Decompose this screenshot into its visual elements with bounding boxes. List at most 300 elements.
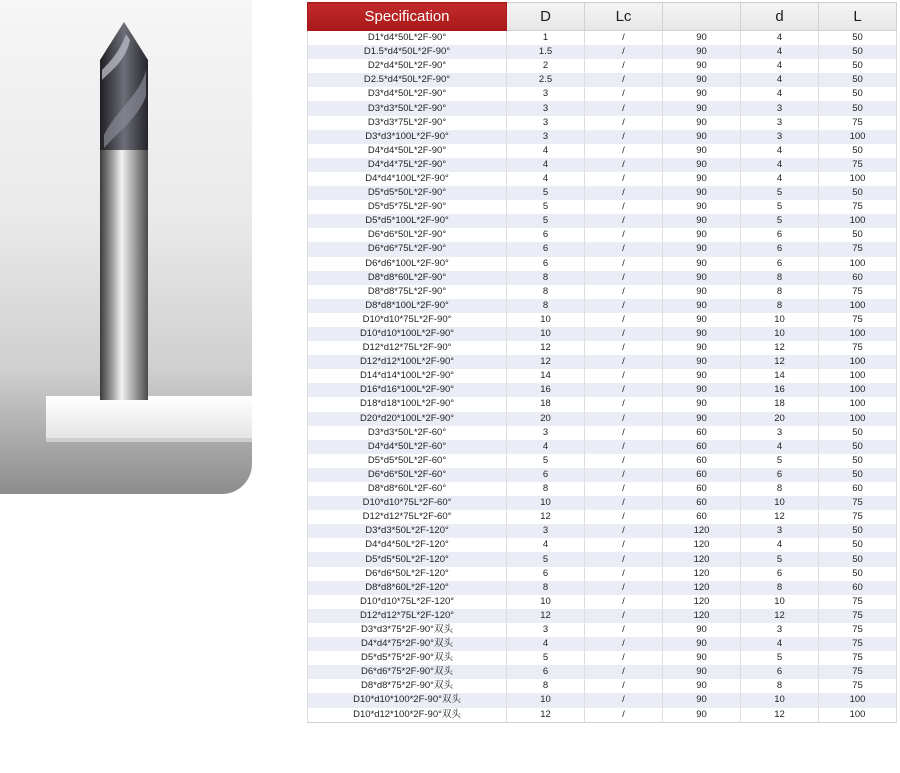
- cell-length: 75: [819, 285, 897, 299]
- cell-length: 75: [819, 679, 897, 693]
- cell-specification: D16*d16*100L*2F-90°: [308, 383, 507, 397]
- cell-angle: 90: [663, 214, 741, 228]
- cell-d: 8: [507, 679, 585, 693]
- cell-length: 100: [819, 172, 897, 186]
- cell-angle: 120: [663, 581, 741, 595]
- cell-lc: /: [585, 538, 663, 552]
- cell-d: 5: [507, 186, 585, 200]
- cell-specification: D4*d4*50L*2F-120°: [308, 538, 507, 552]
- cell-angle: 60: [663, 510, 741, 524]
- cell-shank-d: 16: [741, 383, 819, 397]
- cell-angle: 90: [663, 200, 741, 214]
- cell-shank-d: 5: [741, 651, 819, 665]
- cell-d: 3: [507, 101, 585, 115]
- cell-length: 50: [819, 73, 897, 87]
- cell-specification: D3*d3*75L*2F-90°: [308, 116, 507, 130]
- cell-d: 12: [507, 510, 585, 524]
- cell-d: 14: [507, 369, 585, 383]
- cell-lc: /: [585, 341, 663, 355]
- table-row: [308, 130, 897, 144]
- cell-lc: /: [585, 665, 663, 679]
- table-row: [308, 510, 897, 524]
- cell-lc: /: [585, 496, 663, 510]
- table-row: [308, 59, 897, 73]
- cell-specification: D4*d4*75L*2F-90°: [308, 158, 507, 172]
- cell-angle: 90: [663, 228, 741, 242]
- cell-d: 8: [507, 581, 585, 595]
- cell-angle: 90: [663, 31, 741, 46]
- cell-shank-d: 14: [741, 369, 819, 383]
- cell-specification: D3*d3*50L*2F-60°: [308, 426, 507, 440]
- cell-length: 50: [819, 468, 897, 482]
- cell-d: 3: [507, 116, 585, 130]
- cell-angle: 90: [663, 144, 741, 158]
- cell-specification: D12*d12*75L*2F-60°: [308, 510, 507, 524]
- table-row: [308, 341, 897, 355]
- header-lc: Lc: [585, 3, 663, 31]
- cell-lc: /: [585, 172, 663, 186]
- cell-lc: /: [585, 214, 663, 228]
- table-row: [308, 257, 897, 271]
- cell-length: 100: [819, 397, 897, 411]
- cell-length: 75: [819, 595, 897, 609]
- cell-specification: D3*d3*50L*2F-120°: [308, 524, 507, 538]
- cell-specification: D3*d4*50L*2F-90°: [308, 87, 507, 101]
- table-row: [308, 144, 897, 158]
- cell-shank-d: 3: [741, 101, 819, 115]
- table-row: [308, 172, 897, 186]
- cell-length: 50: [819, 426, 897, 440]
- cell-length: 75: [819, 510, 897, 524]
- cell-specification: D12*d12*75L*2F-120°: [308, 609, 507, 623]
- cell-shank-d: 4: [741, 59, 819, 73]
- cell-length: 100: [819, 257, 897, 271]
- cell-lc: /: [585, 552, 663, 566]
- cell-lc: /: [585, 73, 663, 87]
- cell-d: 2.5: [507, 73, 585, 87]
- cell-shank-d: 10: [741, 313, 819, 327]
- cell-d: 1.5: [507, 45, 585, 59]
- cell-lc: /: [585, 285, 663, 299]
- cell-angle: 90: [663, 679, 741, 693]
- table-row: [308, 482, 897, 496]
- cell-specification: D6*d6*100L*2F-90°: [308, 257, 507, 271]
- cell-shank-d: 20: [741, 412, 819, 426]
- cell-shank-d: 4: [741, 45, 819, 59]
- cell-shank-d: 6: [741, 567, 819, 581]
- cell-d: 2: [507, 59, 585, 73]
- table-row: [308, 116, 897, 130]
- cell-angle: 90: [663, 313, 741, 327]
- cell-d: 6: [507, 468, 585, 482]
- cell-specification: D10*d12*100*2F-90°双头: [308, 708, 507, 723]
- cell-d: 12: [507, 708, 585, 723]
- cell-lc: /: [585, 623, 663, 637]
- cell-shank-d: 4: [741, 172, 819, 186]
- cell-specification: D4*d4*75*2F-90°双头: [308, 637, 507, 651]
- cell-specification: D2.5*d4*50L*2F-90°: [308, 73, 507, 87]
- cell-specification: D5*d5*100L*2F-90°: [308, 214, 507, 228]
- cell-specification: D3*d3*100L*2F-90°: [308, 130, 507, 144]
- cell-lc: /: [585, 383, 663, 397]
- cell-length: 60: [819, 271, 897, 285]
- table-row: [308, 679, 897, 693]
- cell-d: 6: [507, 665, 585, 679]
- table-row: [308, 552, 897, 566]
- cell-lc: /: [585, 397, 663, 411]
- table-row: [308, 355, 897, 369]
- header-d-shank: d: [741, 3, 819, 31]
- cell-angle: 90: [663, 257, 741, 271]
- cell-angle: 90: [663, 637, 741, 651]
- cell-specification: D5*d5*75L*2F-90°: [308, 200, 507, 214]
- cell-specification: D5*d5*75*2F-90°双头: [308, 651, 507, 665]
- cell-lc: /: [585, 412, 663, 426]
- cell-specification: D8*d8*100L*2F-90°: [308, 299, 507, 313]
- cell-d: 1: [507, 31, 585, 46]
- cell-angle: 90: [663, 651, 741, 665]
- table-row: [308, 383, 897, 397]
- cell-length: 100: [819, 369, 897, 383]
- cell-angle: 90: [663, 383, 741, 397]
- cell-angle: 90: [663, 59, 741, 73]
- cell-angle: 90: [663, 665, 741, 679]
- cell-lc: /: [585, 355, 663, 369]
- cell-length: 75: [819, 651, 897, 665]
- cell-length: 100: [819, 130, 897, 144]
- header-l-length: L: [819, 3, 897, 31]
- cell-lc: /: [585, 581, 663, 595]
- table-row: [308, 214, 897, 228]
- cell-angle: 90: [663, 172, 741, 186]
- table-row: [308, 186, 897, 200]
- cell-lc: /: [585, 609, 663, 623]
- cell-shank-d: 6: [741, 257, 819, 271]
- cell-lc: /: [585, 228, 663, 242]
- cell-lc: /: [585, 651, 663, 665]
- cell-lc: /: [585, 440, 663, 454]
- cell-specification: D6*d6*50L*2F-120°: [308, 567, 507, 581]
- cell-shank-d: 5: [741, 214, 819, 228]
- cell-length: 50: [819, 45, 897, 59]
- cell-shank-d: 3: [741, 130, 819, 144]
- table-row: [308, 708, 897, 723]
- cell-length: 75: [819, 496, 897, 510]
- cell-specification: D14*d14*100L*2F-90°: [308, 369, 507, 383]
- cell-specification: D3*d3*50L*2F-90°: [308, 101, 507, 115]
- cell-angle: 60: [663, 440, 741, 454]
- cell-lc: /: [585, 708, 663, 723]
- cell-specification: D6*d6*50L*2F-60°: [308, 468, 507, 482]
- cell-angle: 120: [663, 538, 741, 552]
- cell-length: 75: [819, 116, 897, 130]
- cell-lc: /: [585, 31, 663, 46]
- cell-specification: D1*d4*50L*2F-90°: [308, 31, 507, 46]
- cell-angle: 90: [663, 271, 741, 285]
- cell-shank-d: 6: [741, 228, 819, 242]
- cell-angle: 90: [663, 623, 741, 637]
- cell-specification: D18*d18*100L*2F-90°: [308, 397, 507, 411]
- cell-specification: D8*d8*75L*2F-90°: [308, 285, 507, 299]
- cell-d: 8: [507, 271, 585, 285]
- cell-lc: /: [585, 637, 663, 651]
- cell-d: 5: [507, 651, 585, 665]
- cell-shank-d: 4: [741, 637, 819, 651]
- header-specification: Specification: [308, 3, 507, 31]
- cell-shank-d: 12: [741, 708, 819, 723]
- table-row: [308, 369, 897, 383]
- cell-angle: 90: [663, 341, 741, 355]
- cell-d: 10: [507, 693, 585, 707]
- table-row: [308, 228, 897, 242]
- cell-lc: /: [585, 59, 663, 73]
- cell-shank-d: 3: [741, 116, 819, 130]
- cell-shank-d: 5: [741, 552, 819, 566]
- cell-lc: /: [585, 299, 663, 313]
- cell-d: 3: [507, 87, 585, 101]
- cell-shank-d: 12: [741, 355, 819, 369]
- table-row: [308, 200, 897, 214]
- cell-lc: /: [585, 144, 663, 158]
- cell-lc: /: [585, 45, 663, 59]
- cell-lc: /: [585, 327, 663, 341]
- cell-length: 75: [819, 200, 897, 214]
- table-row: [308, 454, 897, 468]
- table-row: [308, 101, 897, 115]
- cell-length: 50: [819, 87, 897, 101]
- cell-specification: D12*d12*75L*2F-90°: [308, 341, 507, 355]
- cell-d: 10: [507, 595, 585, 609]
- cell-lc: /: [585, 567, 663, 581]
- cell-angle: 90: [663, 285, 741, 299]
- table-row: [308, 567, 897, 581]
- cell-length: 75: [819, 623, 897, 637]
- cell-length: 50: [819, 524, 897, 538]
- cell-length: 100: [819, 412, 897, 426]
- cell-specification: D10*d10*75L*2F-60°: [308, 496, 507, 510]
- cell-angle: 90: [663, 412, 741, 426]
- cell-angle: 90: [663, 158, 741, 172]
- cell-d: 5: [507, 200, 585, 214]
- cell-shank-d: 4: [741, 158, 819, 172]
- cell-shank-d: 3: [741, 623, 819, 637]
- cell-lc: /: [585, 524, 663, 538]
- cell-angle: 90: [663, 693, 741, 707]
- cell-length: 50: [819, 440, 897, 454]
- cell-shank-d: 8: [741, 482, 819, 496]
- cell-specification: D10*d10*75L*2F-90°: [308, 313, 507, 327]
- cell-length: 100: [819, 708, 897, 723]
- cell-lc: /: [585, 186, 663, 200]
- cell-shank-d: 8: [741, 271, 819, 285]
- cell-lc: /: [585, 468, 663, 482]
- cell-d: 3: [507, 426, 585, 440]
- table-row: [308, 581, 897, 595]
- header-d-diameter: D: [507, 3, 585, 31]
- cell-length: 75: [819, 637, 897, 651]
- cell-specification: D6*d6*50L*2F-90°: [308, 228, 507, 242]
- cell-length: 50: [819, 31, 897, 46]
- cell-length: 75: [819, 242, 897, 256]
- cell-angle: 90: [663, 45, 741, 59]
- cell-length: 50: [819, 454, 897, 468]
- cell-d: 10: [507, 327, 585, 341]
- cell-d: 4: [507, 637, 585, 651]
- cell-length: 75: [819, 665, 897, 679]
- cell-specification: D4*d4*50L*2F-60°: [308, 440, 507, 454]
- table-row: [308, 73, 897, 87]
- table-row: [308, 285, 897, 299]
- cell-d: 20: [507, 412, 585, 426]
- cell-d: 5: [507, 214, 585, 228]
- cell-lc: /: [585, 693, 663, 707]
- cell-specification: D8*d8*60L*2F-120°: [308, 581, 507, 595]
- cell-shank-d: 12: [741, 510, 819, 524]
- cell-shank-d: 8: [741, 581, 819, 595]
- cell-angle: 60: [663, 482, 741, 496]
- cell-angle: 120: [663, 567, 741, 581]
- cell-specification: D4*d4*50L*2F-90°: [308, 144, 507, 158]
- cell-shank-d: 8: [741, 285, 819, 299]
- cell-lc: /: [585, 313, 663, 327]
- cell-specification: D4*d4*100L*2F-90°: [308, 172, 507, 186]
- cell-specification: D10*d10*75L*2F-120°: [308, 595, 507, 609]
- cell-length: 100: [819, 214, 897, 228]
- cell-d: 12: [507, 341, 585, 355]
- table-row: [308, 271, 897, 285]
- cell-lc: /: [585, 426, 663, 440]
- table-row: [308, 87, 897, 101]
- cell-angle: 90: [663, 101, 741, 115]
- cell-d: 8: [507, 285, 585, 299]
- cell-d: 4: [507, 538, 585, 552]
- cell-length: 60: [819, 581, 897, 595]
- cell-shank-d: 5: [741, 454, 819, 468]
- cell-d: 3: [507, 623, 585, 637]
- cell-lc: /: [585, 510, 663, 524]
- cell-d: 12: [507, 355, 585, 369]
- cell-specification: D2*d4*50L*2F-90°: [308, 59, 507, 73]
- cell-d: 6: [507, 257, 585, 271]
- cell-angle: 120: [663, 609, 741, 623]
- cell-shank-d: 6: [741, 665, 819, 679]
- cell-shank-d: 12: [741, 341, 819, 355]
- cell-angle: 60: [663, 496, 741, 510]
- cell-length: 75: [819, 313, 897, 327]
- cell-shank-d: 12: [741, 609, 819, 623]
- table-row: [308, 637, 897, 651]
- cell-lc: /: [585, 454, 663, 468]
- cell-d: 16: [507, 383, 585, 397]
- cell-shank-d: 10: [741, 693, 819, 707]
- cell-d: 6: [507, 228, 585, 242]
- cell-lc: /: [585, 116, 663, 130]
- cell-specification: D3*d3*75*2F-90°双头: [308, 623, 507, 637]
- cell-d: 8: [507, 299, 585, 313]
- cell-lc: /: [585, 482, 663, 496]
- cell-length: 50: [819, 144, 897, 158]
- cell-lc: /: [585, 242, 663, 256]
- cell-d: 18: [507, 397, 585, 411]
- cell-specification: D10*d10*100*2F-90°双头: [308, 693, 507, 707]
- table-row: [308, 468, 897, 482]
- cell-lc: /: [585, 271, 663, 285]
- cell-d: 4: [507, 440, 585, 454]
- cell-d: 4: [507, 172, 585, 186]
- table-row: [308, 538, 897, 552]
- table-row: [308, 45, 897, 59]
- header-angle: [663, 3, 741, 31]
- cell-length: 50: [819, 59, 897, 73]
- cell-specification: D8*d8*75*2F-90°双头: [308, 679, 507, 693]
- cell-specification: D20*d20*100L*2F-90°: [308, 412, 507, 426]
- cell-angle: 90: [663, 186, 741, 200]
- cell-d: 3: [507, 130, 585, 144]
- cell-angle: 120: [663, 524, 741, 538]
- table-row: [308, 327, 897, 341]
- cell-angle: 90: [663, 73, 741, 87]
- cell-shank-d: 4: [741, 440, 819, 454]
- table-row: [308, 609, 897, 623]
- cell-lc: /: [585, 200, 663, 214]
- cell-specification: D5*d5*50L*2F-90°: [308, 186, 507, 200]
- cell-lc: /: [585, 369, 663, 383]
- cell-angle: 90: [663, 299, 741, 313]
- product-photo: [0, 0, 252, 494]
- cell-length: 100: [819, 327, 897, 341]
- cell-angle: 90: [663, 130, 741, 144]
- cell-shank-d: 4: [741, 538, 819, 552]
- cell-length: 60: [819, 482, 897, 496]
- cell-d: 6: [507, 567, 585, 581]
- cell-shank-d: 3: [741, 426, 819, 440]
- cell-specification: D8*d8*60L*2F-60°: [308, 482, 507, 496]
- cell-lc: /: [585, 130, 663, 144]
- cell-angle: 60: [663, 454, 741, 468]
- cell-d: 10: [507, 496, 585, 510]
- cell-d: 3: [507, 524, 585, 538]
- cell-shank-d: 5: [741, 200, 819, 214]
- cell-specification: D10*d10*100L*2F-90°: [308, 327, 507, 341]
- cell-d: 4: [507, 144, 585, 158]
- cell-angle: 90: [663, 355, 741, 369]
- cell-shank-d: 3: [741, 524, 819, 538]
- cell-angle: 120: [663, 595, 741, 609]
- cell-shank-d: 10: [741, 327, 819, 341]
- table-row: [308, 496, 897, 510]
- cell-shank-d: 4: [741, 87, 819, 101]
- cell-d: 6: [507, 242, 585, 256]
- cell-d: 10: [507, 313, 585, 327]
- cell-shank-d: 10: [741, 595, 819, 609]
- table-row: [308, 299, 897, 313]
- cell-angle: 90: [663, 397, 741, 411]
- cell-length: 100: [819, 299, 897, 313]
- cell-lc: /: [585, 101, 663, 115]
- table-row: [308, 524, 897, 538]
- cell-angle: 60: [663, 426, 741, 440]
- table-row: [308, 397, 897, 411]
- cell-length: 50: [819, 101, 897, 115]
- cell-d: 5: [507, 552, 585, 566]
- cell-angle: 120: [663, 552, 741, 566]
- cell-d: 12: [507, 609, 585, 623]
- cell-d: 4: [507, 158, 585, 172]
- table-row: [308, 313, 897, 327]
- cell-length: 50: [819, 228, 897, 242]
- cell-length: 50: [819, 552, 897, 566]
- table-row: [308, 426, 897, 440]
